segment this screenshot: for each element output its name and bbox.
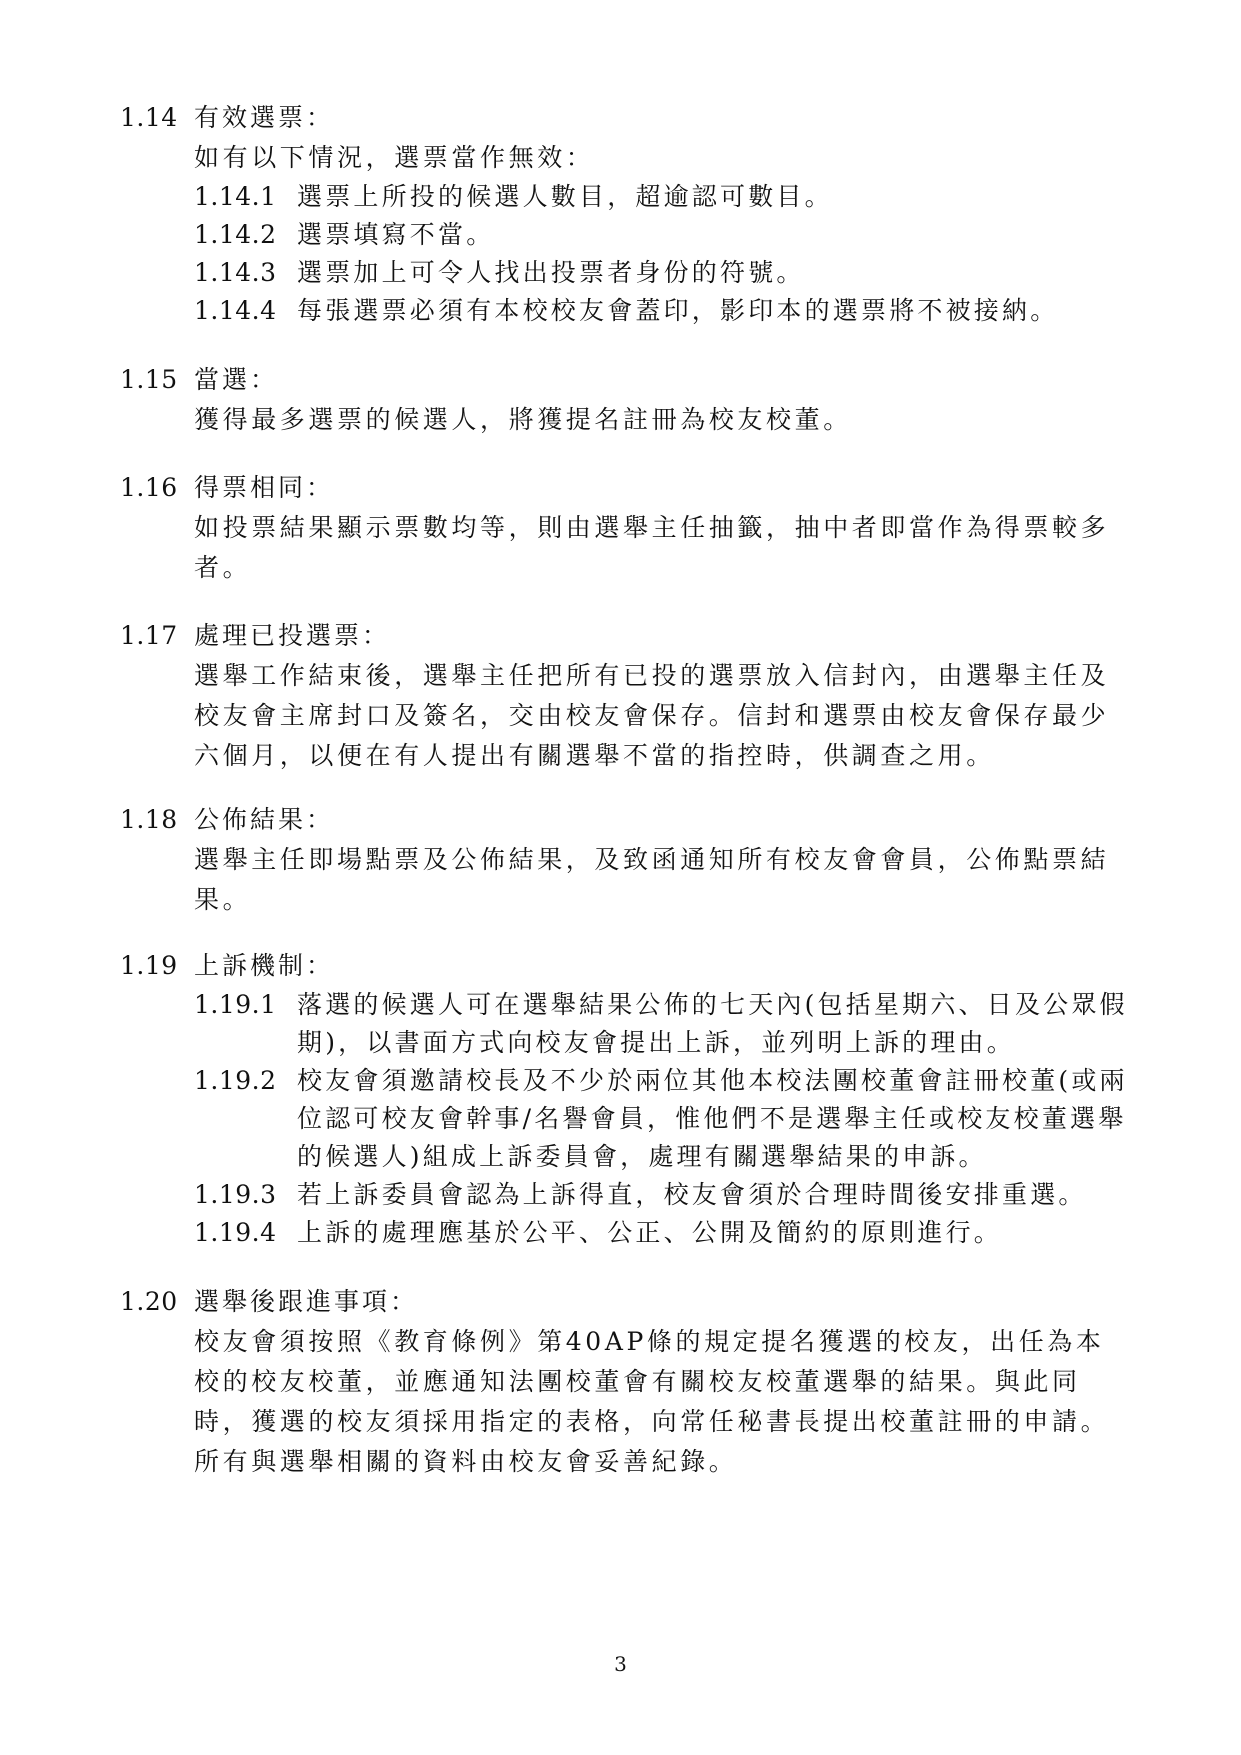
section-paragraph: 獲得最多選票的候選人，將獲提名註冊為校友校董。 <box>194 405 852 434</box>
item-number: 1.19.2 <box>194 1066 277 1095</box>
section-heading <box>120 468 1130 508</box>
section-number: 1.16 <box>120 473 178 502</box>
section-number: 1.19 <box>120 951 178 980</box>
section-title: 處理已投選票： <box>194 621 391 650</box>
list-item <box>194 216 1130 254</box>
item-text: 選票填寫不當。 <box>297 220 495 249</box>
item-text: 每張選票必須有本校校友會蓋印，影印本的選票將不被接納。 <box>297 296 1059 325</box>
section-1-18 <box>120 800 1130 920</box>
section-number: 1.20 <box>120 1287 178 1316</box>
list-item <box>194 178 1130 216</box>
item-number: 1.19.1 <box>194 990 277 1019</box>
section-1-16 <box>120 468 1130 588</box>
list-item <box>194 986 1130 1062</box>
section-number: 1.17 <box>120 621 178 650</box>
section-title: 選舉後跟進事項： <box>194 1287 419 1316</box>
section-number: 1.18 <box>120 805 178 834</box>
section-1-20 <box>120 1282 1130 1482</box>
page-number: 3 <box>614 1652 627 1676</box>
section-paragraph: 如投票結果顯示票數均等，則由選舉主任抽籤，抽中者即當作為得票較多者。 <box>194 513 1110 582</box>
item-number: 1.14.3 <box>194 258 277 287</box>
section-title: 公佈結果： <box>194 805 335 834</box>
list-item <box>194 1062 1130 1176</box>
section-1-14 <box>120 98 1130 330</box>
section-paragraph: 選舉工作結束後，選舉主任把所有已投的選票放入信封內，由選舉主任及校友會主席封口及簽名，交由校友會保存。信封和選票由校友會保存最少六個月，以便在有人提出有關選舉不當的指控時，供調查之用。 <box>194 661 1110 770</box>
section-1-17 <box>120 616 1130 776</box>
section-heading <box>120 98 1130 138</box>
section-body <box>194 1322 1130 1482</box>
list-item <box>194 254 1130 292</box>
section-title: 上訴機制： <box>194 951 335 980</box>
section-body <box>194 138 1130 330</box>
section-body <box>194 508 1130 588</box>
section-heading <box>120 360 1130 400</box>
section-heading <box>120 800 1130 840</box>
section-title: 當選： <box>194 365 279 394</box>
section-body <box>194 656 1130 776</box>
section-body <box>194 400 1130 440</box>
section-number: 1.15 <box>120 365 178 394</box>
item-text: 選票加上可令人找出投票者身份的符號。 <box>297 258 805 287</box>
section-title: 有效選票： <box>194 103 335 132</box>
item-text: 校友會須邀請校長及不少於兩位其他本校法團校董會註冊校董(或兩位認可校友會幹事/名譽會員，惟他們不是選舉主任或校友校董選舉的候選人)組成上訴委員會，處理有關選舉結果的申訴。 <box>297 1066 1128 1171</box>
list-item <box>194 292 1130 330</box>
section-paragraph: 校友會須按照《教育條例》第40AP條的規定提名獲選的校友，出任為本校的校友校董，並應通知法團校董會有關校友校董選舉的結果。與此同時，獲選的校友須採用指定的表格，向常任秘書長提出校董註冊的申請。所有與選舉相關的資料由校友會妥善紀錄。 <box>194 1327 1110 1476</box>
item-number: 1.14.2 <box>194 220 277 249</box>
section-body <box>194 986 1130 1252</box>
item-number: 1.19.4 <box>194 1218 277 1247</box>
item-number: 1.19.3 <box>194 1180 277 1209</box>
section-heading <box>120 616 1130 656</box>
item-number: 1.14.4 <box>194 296 277 325</box>
item-text: 選票上所投的候選人數目，超逾認可數目。 <box>297 182 833 211</box>
section-paragraph: 選舉主任即場點票及公佈結果，及致函通知所有校友會會員，公佈點票結果。 <box>194 845 1110 914</box>
item-number: 1.14.1 <box>194 182 277 211</box>
section-intro: 如有以下情況，選票當作無效： <box>194 143 595 172</box>
section-heading <box>120 946 1130 986</box>
section-heading <box>120 1282 1130 1322</box>
section-number: 1.14 <box>120 103 178 132</box>
list-item <box>194 1176 1130 1214</box>
section-1-15 <box>120 360 1130 440</box>
section-body <box>194 840 1130 920</box>
item-text: 落選的候選人可在選舉結果公佈的七天內(包括星期六、日及公眾假期)，以書面方式向校友會提出上訴，並列明上訴的理由。 <box>297 990 1128 1057</box>
item-text: 上訴的處理應基於公平、公正、公開及簡約的原則進行。 <box>297 1218 1003 1247</box>
item-text: 若上訴委員會認為上訴得直，校友會須於合理時間後安排重選。 <box>297 1180 1087 1209</box>
list-item <box>194 1214 1130 1252</box>
section-1-19 <box>120 946 1130 1252</box>
section-title: 得票相同： <box>194 473 335 502</box>
